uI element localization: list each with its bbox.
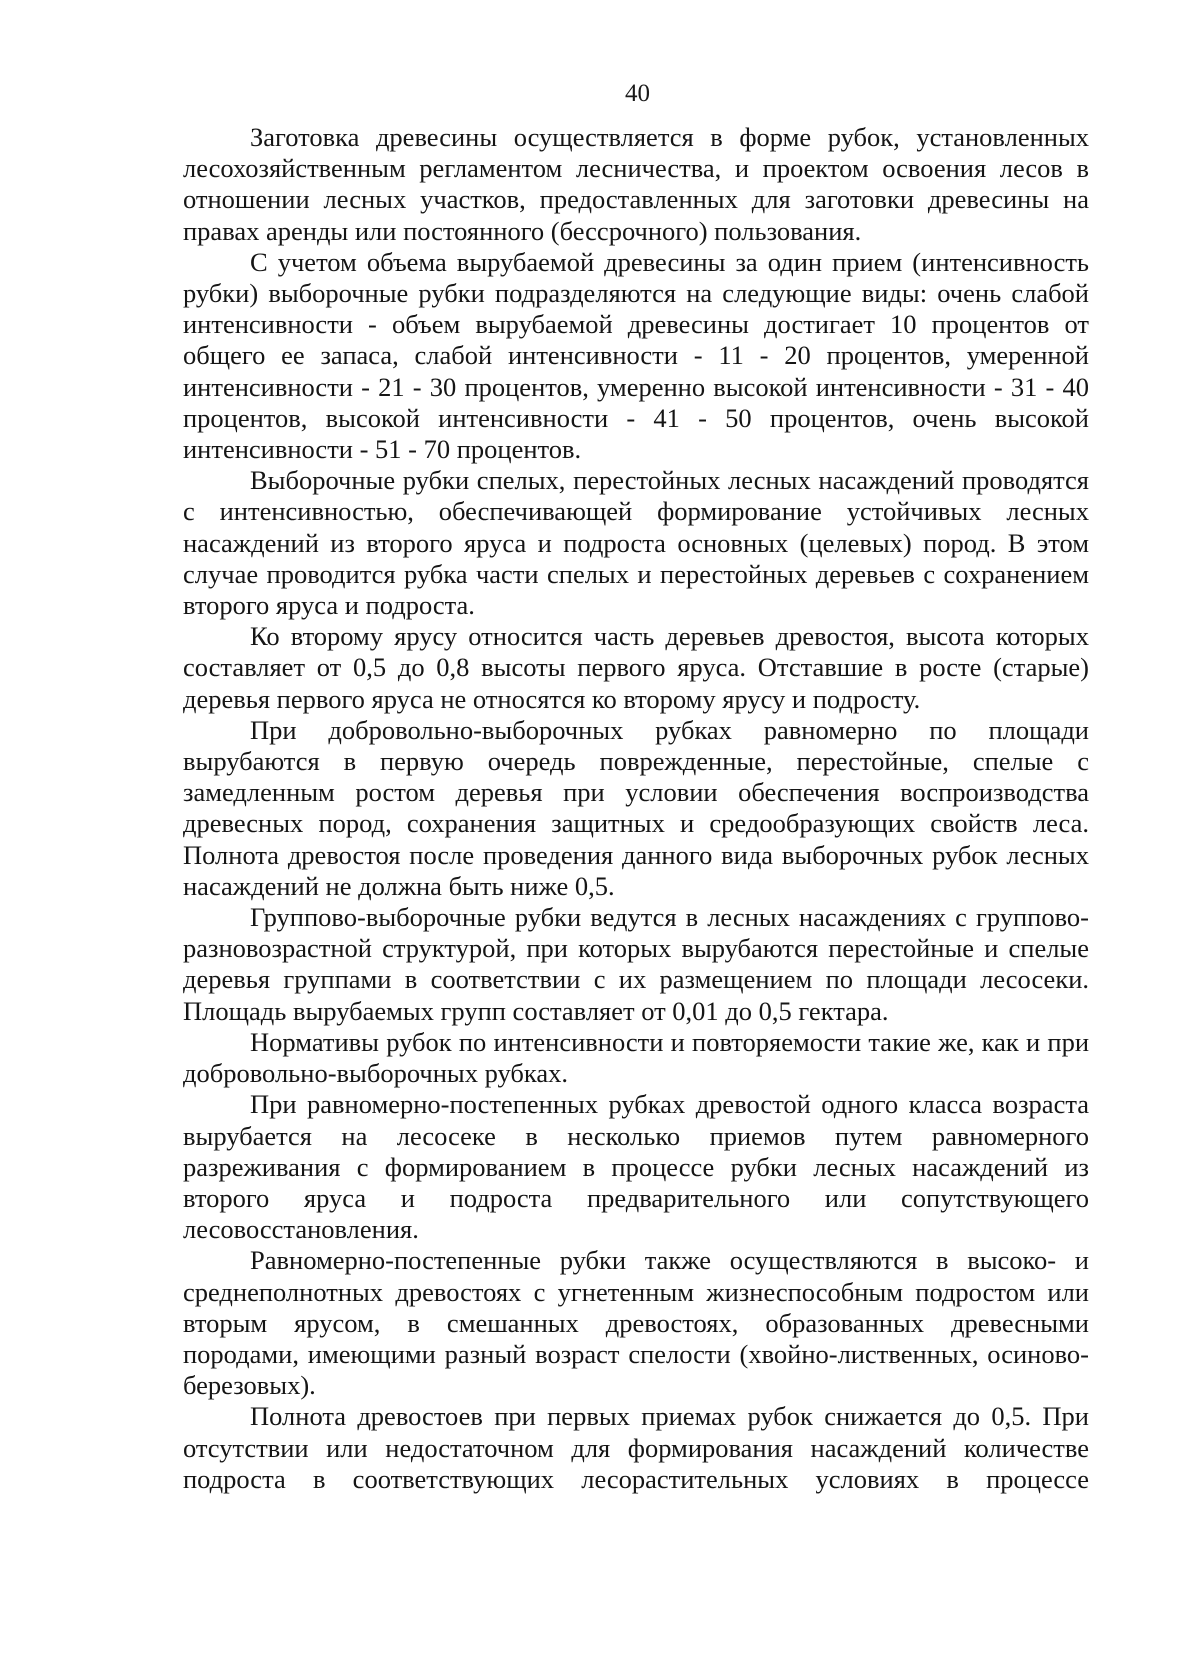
paragraph-voluntary-selective: При добровольно-выборочных рубках равномерно по площади вырубаются в первую очередь поврежденные, перестойные, спелые с замедленным ростом деревья при условии обеспечения воспроизводства древесных пород, сохранения защитных и средообразующих свойств леса. Полнота древостоя после проведения данного вида выборочных рубок лесных насаждений не должна быть ниже 0,5. xyxy=(183,714,1089,901)
paragraph-felling-intensity: С учетом объема вырубаемой древесины за один прием (интенсивность рубки) выборочные рубки подразделяются на следующие виды: очень слабой интенсивности - объем вырубаемой древесины достигает 10 процентов от общего ее запаса, слабой интенсивности - 11 - 20 процентов, умеренной интенсивности - 21 - 30 процентов, умеренно высокой интенсивности - 31 - 40 процентов, высокой интенсивности - 41 - 50 процентов, очень высокой интенсивности - 51 - 70 процентов. xyxy=(183,246,1089,465)
paragraph-uniform-gradual: При равномерно-постепенных рубках древостой одного класса возраста вырубается на лесосеке в несколько приемов путем равномерного разреживания с формированием в процессе рубки лесных насаждений из второго яруса и подроста предварительного или сопутствующего лесовосстановления. xyxy=(183,1089,1089,1245)
paragraph-felling-norms: Нормативы рубок по интенсивности и повторяемости такие же, как и при добровольно-выборочных рубках. xyxy=(183,1026,1089,1089)
paragraph-stand-density: Полнота древостоев при первых приемах рубок снижается до 0,5. При отсутствии или недостаточном для формирования насаждений количестве подроста в соответствующих лесорастительных условиях в процессе xyxy=(183,1401,1089,1494)
page-number: 40 xyxy=(625,80,650,107)
paragraph-second-tier: Ко второму ярусу относится часть деревьев древостоя, высота которых составляет от 0,5 до 0,8 высоты первого яруса. Отставшие в росте (старые) деревья первого яруса не относятся ко второму ярусу и подросту. xyxy=(183,621,1089,714)
paragraph-timber-harvesting: Заготовка древесины осуществляется в форме рубок, установленных лесохозяйственным регламентом лесничества, и проектом освоения лесов в отношении лесных участков, предоставленных для заготовки древесины на правах аренды или постоянного (бессрочного) пользования. xyxy=(183,122,1089,246)
paragraph-selective-felling-mature: Выборочные рубки спелых, перестойных лесных насаждений проводятся с интенсивностью, обеспечивающей формирование устойчивых лесных насаждений из второго яруса и подроста основных (целевых) пород. В этом случае проводится рубка части спелых и перестойных деревьев с сохранением второго яруса и подроста. xyxy=(183,465,1089,621)
paragraph-uniform-gradual-stands: Равномерно-постепенные рубки также осуществляются в высоко- и среднеполнотных древостоях с угнетенным жизнеспособным подростом или вторым ярусом, в смешанных древостоях, образованных древесными породами, имеющими разный возраст спелости (хвойно-лиственных, осиново-березовых). xyxy=(183,1245,1089,1401)
paragraph-group-selective: Группово-выборочные рубки ведутся в лесных насаждениях с группово-разновозрастной структурой, при которых вырубаются перестойные и спелые деревья группами в соответствии с их размещением по площади лесосеки. Площадь вырубаемых групп составляет от 0,01 до 0,5 гектара. xyxy=(183,902,1089,1026)
body-text xyxy=(183,122,1089,1495)
